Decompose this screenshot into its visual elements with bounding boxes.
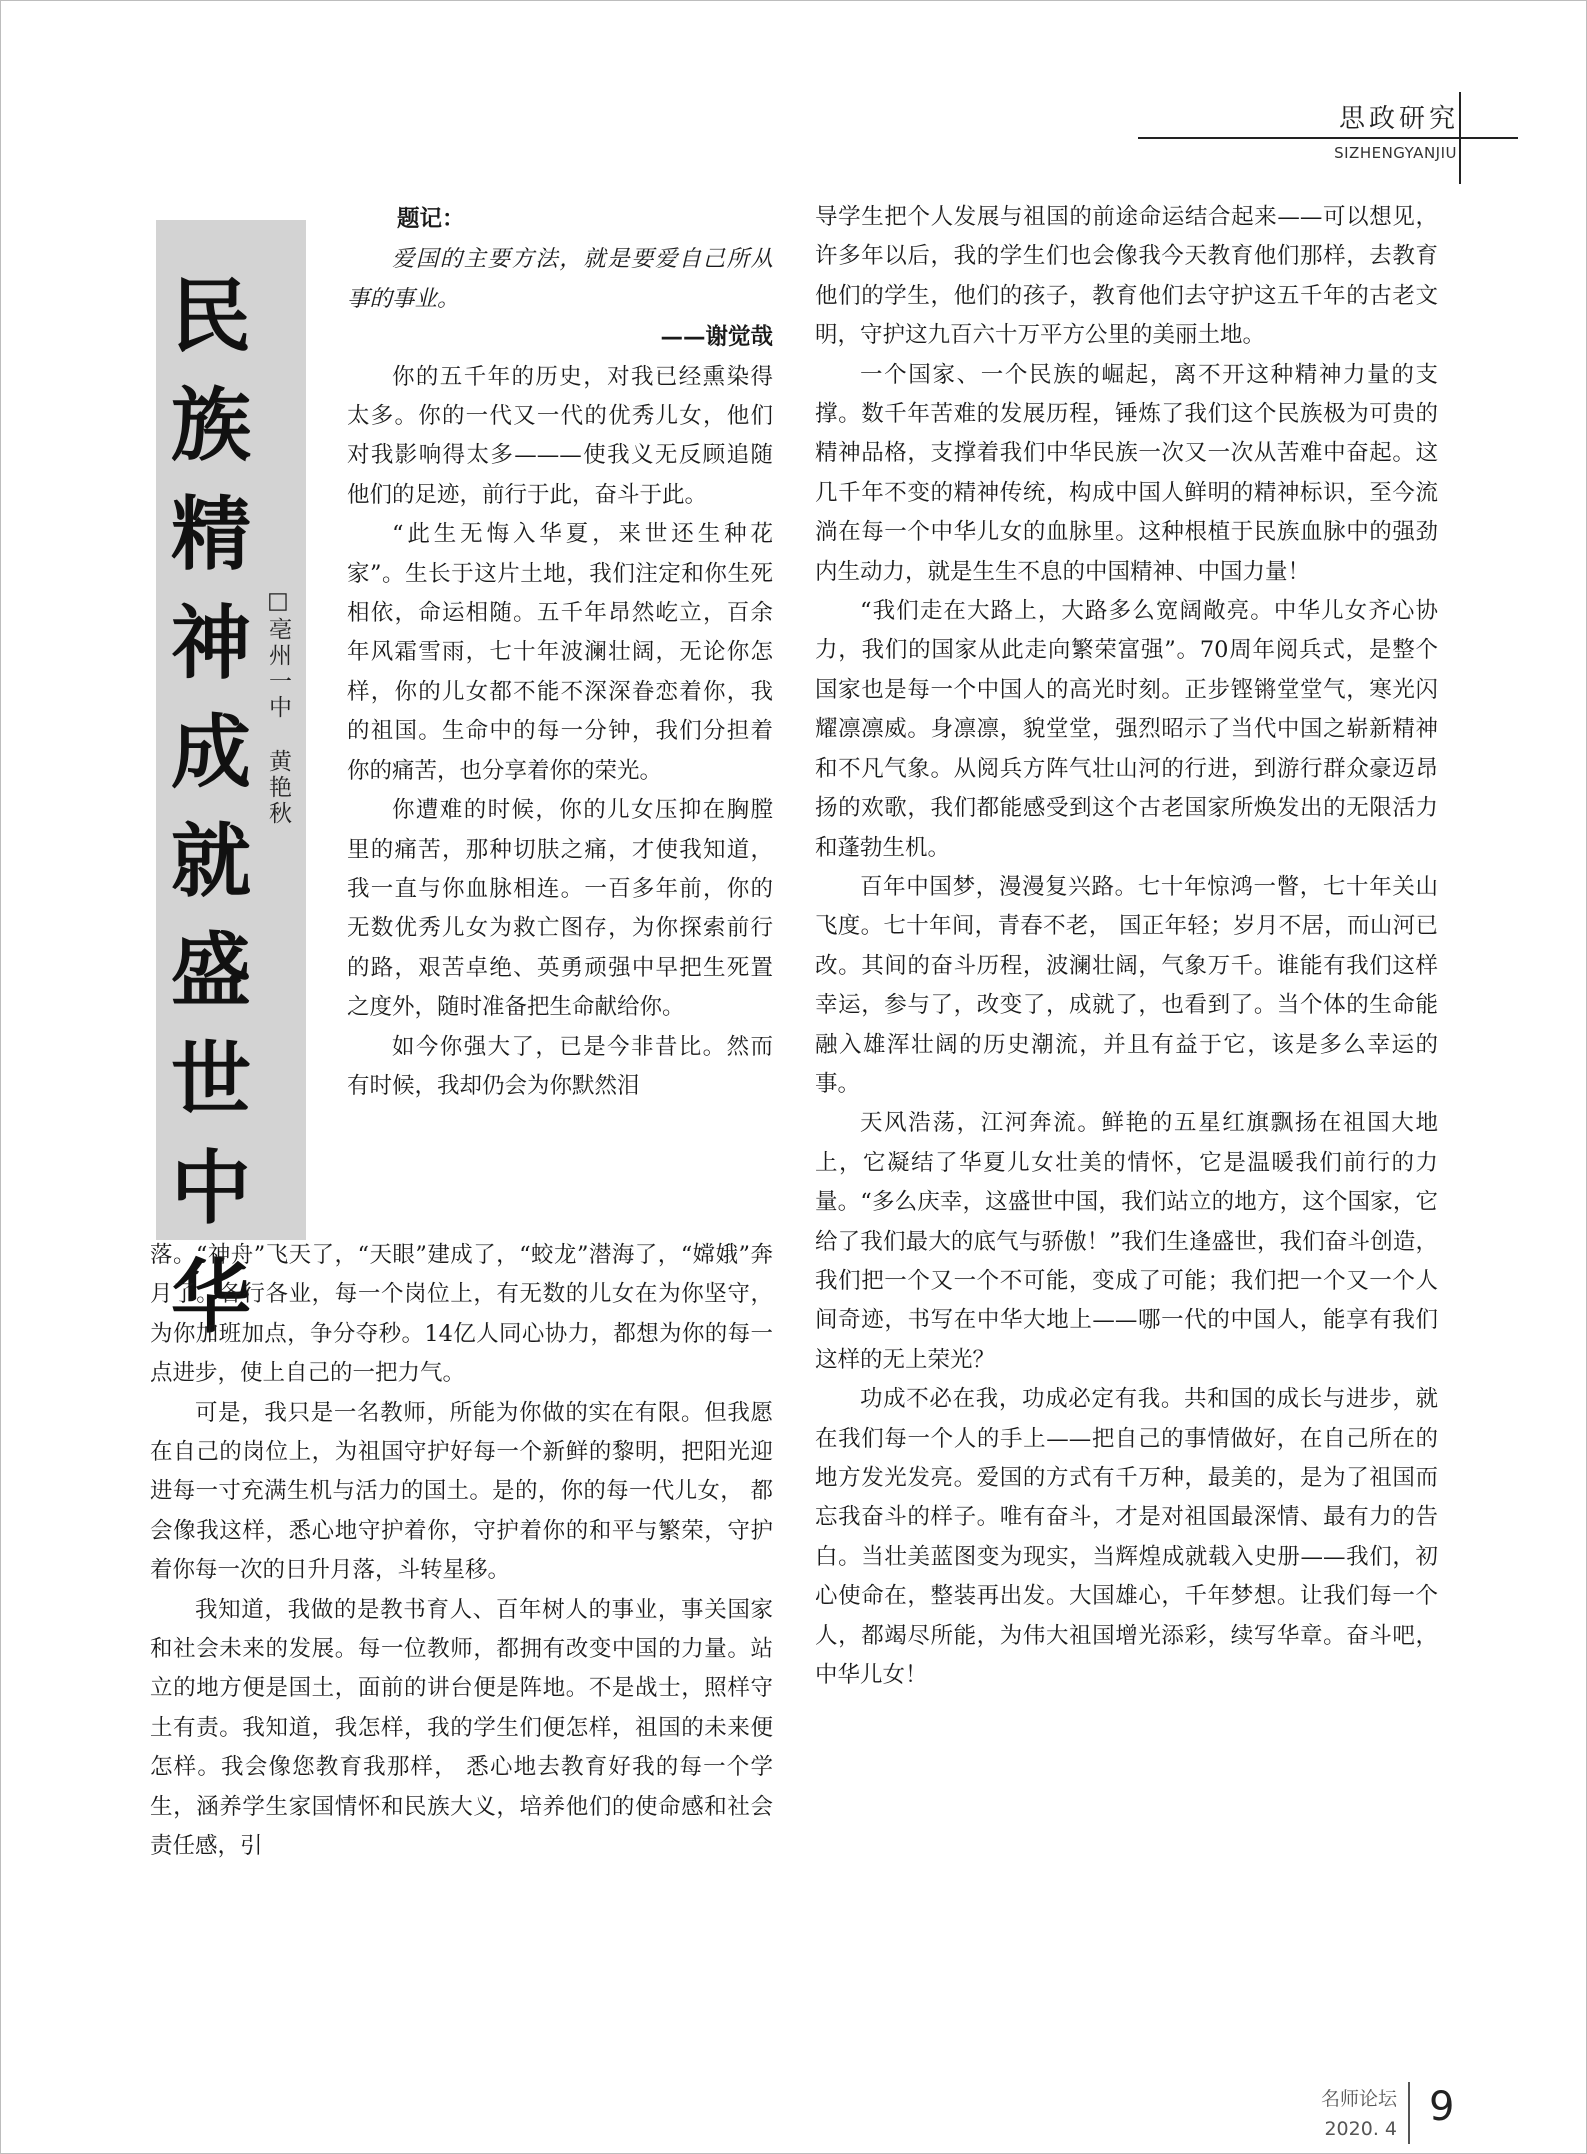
title-char: 中 xyxy=(171,1142,251,1235)
epigraph-attribution: ——谢觉哉 xyxy=(660,324,773,351)
paragraph: 如今你强大了，已是今非昔比。然而有时候，我却仍会为你默然泪 xyxy=(347,1033,773,1099)
paragraph: “我们走在大路上，大路多么宽阔敞亮。中华儿女齐心协力，我们的国家从此走向繁荣富强”。70周年阅兵式，是整个国家也是每一个中国人的高光时刻。正步铿锵堂堂气，寒光闪耀凛凛威。身凛凛，貌堂堂，强烈昭示了当代中国之崭新精神和不凡气象。从阅兵方阵气壮山河的行进，到游行群众豪迈昂扬的欢歌，我们都能感受到这个古老国家所焕发出的无限活力和蓬勃生机。 xyxy=(815,598,1438,861)
title-char: 民 xyxy=(171,270,251,363)
title-char: 盛 xyxy=(171,924,251,1017)
paragraph: 百年中国梦，漫漫复兴路。七十年惊鸿一瞥，七十年关山飞度。七十年间，青春不老， 国正年轻；岁月不居，而山河已改。其间的奋斗历程，波澜壮阔，气象万千。谁能有我们这样幸运，参与了，改变了，成就了，也看到了。当个体的生命能融入雄浑壮阔的历史潮流，并且有益于它，该是多么幸运的事。 xyxy=(815,873,1438,1097)
footer-rule xyxy=(1408,2082,1410,2144)
title-char: 世 xyxy=(171,1033,251,1126)
article-title xyxy=(156,262,266,1352)
header-vertical-rule xyxy=(1459,92,1461,184)
title-char: 族 xyxy=(171,379,251,472)
header-rule xyxy=(1138,137,1518,139)
title-char: 华 xyxy=(171,1251,251,1344)
paragraph: 导学生把个人发展与祖国的前途命运结合起来——可以想见，许多年以后，我的学生们也会像我今天教育他们那样，去教育他们的学生，他们的孩子，教育他们去守护这五千年的古老文明，守护这九百六十万平方公里的美丽土地。 xyxy=(815,204,1438,349)
paragraph: 我知道，我做的是教书育人、百年树人的事业，事关国家和社会未来的发展。每一位教师，都拥有改变中国的力量。站立的地方便是国土，面前的讲台便是阵地。不是战士，照样守土有责。我知道，我怎样，我的学生们便怎样，祖国的未来便怎样。我会像您教育我那样， 悉心地去教育好我的每一个学生，涵养学生家国情怀和民族大义，培养他们的使命感和社会责任感，引 xyxy=(150,1596,773,1860)
title-char: 就 xyxy=(171,815,251,908)
footer-magazine: 名师论坛 xyxy=(1320,2088,1397,2110)
title-char: 成 xyxy=(171,706,251,799)
page-number: 9 xyxy=(1429,2084,1455,2130)
footer-issue: 2020. 4 xyxy=(1324,2118,1397,2140)
paragraph: 天风浩荡，江河奔流。鲜艳的五星红旗飘扬在祖国大地上，它凝结了华夏儿女壮美的情怀，它是温暖我们前行的力量。“多么庆幸，这盛世中国，我们站立的地方，这个国家，它给了我们最大的底气与骄傲！”我们生逢盛世，我们奋斗创造，我们把一个又一个不可能，变成了可能；我们把一个又一个人间奇迹，书写在中华大地上——哪一代的中国人，能享有我们这样的无上荣光？ xyxy=(815,1110,1438,1373)
section-pinyin: SIZHENGYANJIU xyxy=(1334,144,1457,162)
paragraph: 落。“神舟”飞天了，“天眼”建成了，“蛟龙”潜海了，“嫦娥”奔月了。各行各业，每一个岗位上，有无数的儿女在为你坚守，为你加班加点，争分夺秒。14亿人同心协力，都想为你的每一点进步，使上自己的一把力气。 xyxy=(150,1242,773,1387)
column-left-bottom xyxy=(150,1236,773,1867)
epigraph-text: 爱国的主要方法，就是要爱自己所从事的事业。 xyxy=(347,246,773,311)
section-title: 思政研究 xyxy=(1338,104,1459,134)
byline xyxy=(263,588,293,827)
byline-author: 黄艳秋 xyxy=(265,749,291,828)
paragraph: “此生无悔入华夏，来世还生种花家”。生长于这片土地，我们注定和你生死相依，命运相随。五千年昂然屹立，百余年风霜雪雨，七十年波澜壮阔，无论你怎样，你的儿女都不能不深深眷恋着你，我的祖国。生命中的每一分钟，我们分担着你的痛苦，也分享着你的荣光。 xyxy=(347,521,773,784)
paragraph: 你遭难的时候，你的儿女压抑在胸膛里的痛苦，那种切肤之痛，才使我知道，我一直与你血脉相连。一百多年前，你的无数优秀儿女为救亡图存，为你探索前行的路，艰苦卓绝、英勇顽强中早把生死置之度外，随时准备把生命献给你。 xyxy=(347,797,773,1021)
paragraph: 一个国家、一个民族的崛起，离不开这种精神力量的支撑。数千年苦难的发展历程，锤炼了我们这个民族极为可贵的精神品格，支撑着我们中华民族一次又一次从苦难中奋起。这几千年不变的精神传统，构成中国人鲜明的精神标识，至今流淌在每一个中华儿女的血脉里。这种根植于民族血脉中的强劲内生动力，就是生生不息的中国精神、中国力量！ xyxy=(815,361,1438,585)
title-char: 精 xyxy=(171,488,251,581)
epigraph-heading: 题记： xyxy=(397,206,465,232)
column-left-top xyxy=(347,200,773,1106)
paragraph: 可是，我只是一名教师，所能为你做的实在有限。但我愿在自己的岗位上，为祖国守护好每一个新鲜的黎明，把阳光迎进每一寸充满生机与活力的国土。是的，你的每一代儿女， 都会像我这样，悉心地守护着你，守护着你的和平与繁荣，守护着你每一次的日升月落，斗转星移。 xyxy=(150,1399,773,1584)
paragraph: 功成不必在我，功成必定有我。共和国的成长与进步，就在我们每一个人的手上——把自己的事情做好，在自己所在的地方发光发亮。爱国的方式有千万种，最美的，是为了祖国而忘我奋斗的样子。唯有奋斗，才是对祖国最深情、最有力的告白。当壮美蓝图变为现实，当辉煌成就载入史册——我们，初心使命在，整装再出发。大国雄心，千年梦想。让我们每一个人，都竭尽所能，为伟大祖国增光添彩，续写华章。奋斗吧，中华儿女！ xyxy=(815,1386,1438,1689)
column-right xyxy=(815,198,1438,1695)
title-char: 神 xyxy=(171,597,251,690)
paragraph: 你的五千年的历史，对我已经熏染得太多。你的一代又一代的优秀儿女，他们对我影响得太多———使我义无反顾追随他们的足迹，前行于此，奋斗于此。 xyxy=(347,363,773,508)
byline-school: □亳州一中 xyxy=(265,588,291,721)
